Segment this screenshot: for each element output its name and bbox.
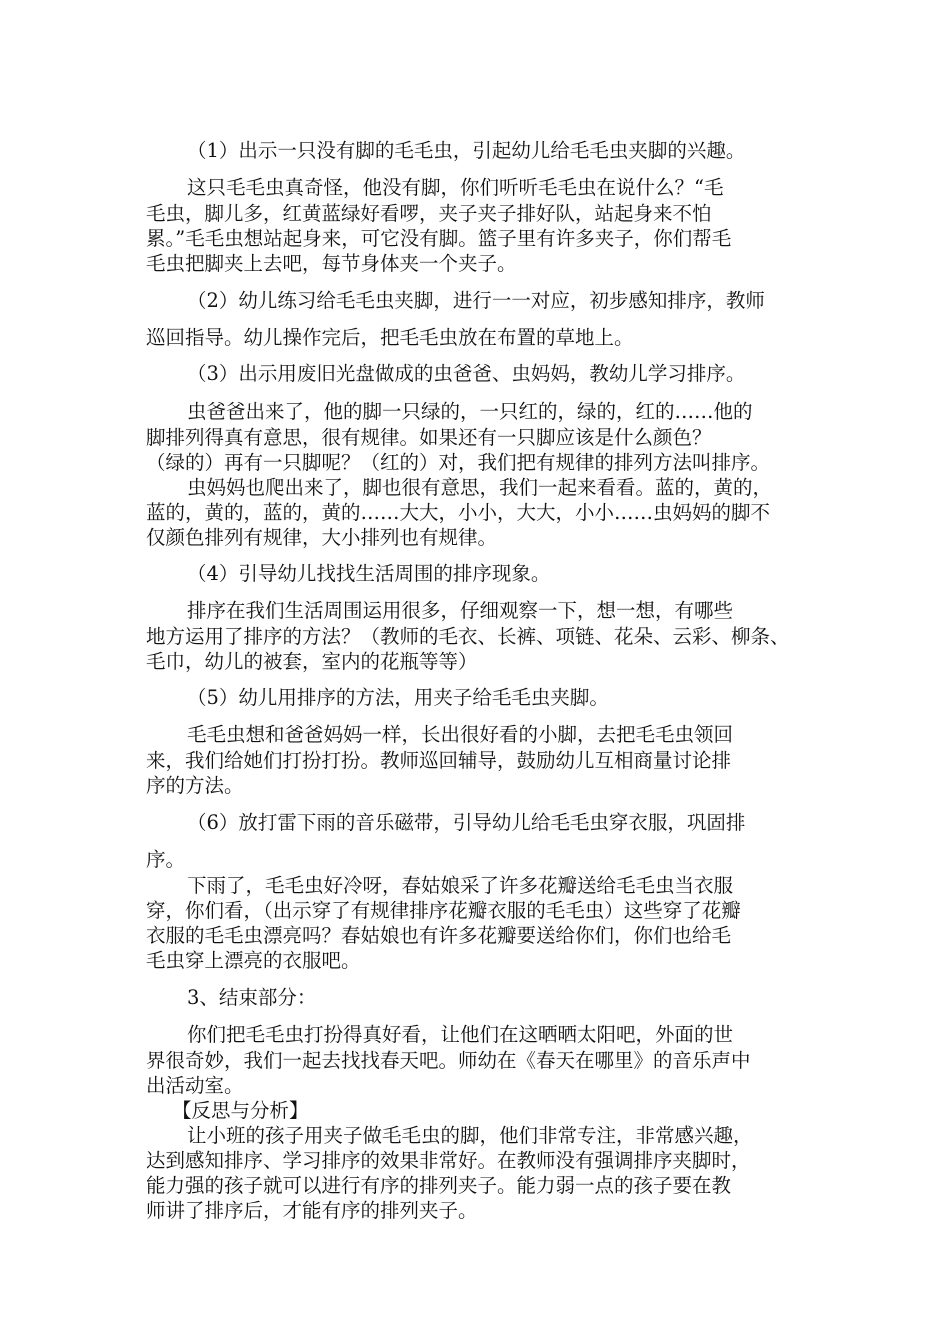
paragraph-line: 师讲了排序后，才能有序的排列夹子。: [146, 1199, 478, 1222]
paragraph-line: 脚排列得真有意思，很有规律。如果还有一只脚应该是什么颜色？: [146, 426, 712, 449]
paragraph-line: （3）出示用废旧光盘做成的虫爸爸、虫妈妈，教幼儿学习排序。: [187, 362, 746, 385]
paragraph-line: 虫妈妈也爬出来了，脚也很有意思，我们一起来看看。蓝的，黄的，: [187, 476, 773, 499]
section-heading: 3、结束部分：: [187, 986, 317, 1009]
paragraph-line: 能力强的孩子就可以进行有序的排列夹子。能力弱一点的孩子要在教: [146, 1174, 732, 1197]
paragraph-line: 仅颜色排列有规律，大小排列也有规律。: [146, 526, 498, 549]
paragraph-line: 毛虫，脚儿多，红黄蓝绿好看啰，夹子夹子排好队，站起身来不怕: [146, 202, 712, 225]
paragraph-line: 序的方法。: [146, 774, 244, 797]
paragraph-line: 下雨了，毛毛虫好冷呀，春姑娘采了许多花瓣送给毛毛虫当衣服: [187, 874, 734, 897]
paragraph-line: 毛虫把脚夹上去吧，每节身体夹一个夹子。: [146, 252, 517, 275]
paragraph-line: （1）出示一只没有脚的毛毛虫，引起幼儿给毛毛虫夹脚的兴趣。: [187, 139, 746, 162]
paragraph-line: 虫爸爸出来了，他的脚一只绿的，一只红的，绿的，红的……他的: [187, 400, 753, 423]
paragraph-line: 毛虫穿上漂亮的衣服吧。: [146, 949, 361, 972]
paragraph-line: （5）幼儿用排序的方法，用夹子给毛毛虫夹脚。: [187, 686, 609, 709]
paragraph-line: 累。”毛毛虫想站起身来，可它没有脚。篮子里有许多夹子，你们帮毛: [146, 227, 732, 250]
paragraph-line: 毛毛虫想和爸爸妈妈一样，长出很好看的小脚，去把毛毛虫领回: [187, 723, 734, 746]
paragraph-line: 序。: [146, 848, 186, 871]
paragraph-line: 排序在我们生活周围运用很多，仔细观察一下，想一想，有哪些: [187, 599, 734, 622]
paragraph-line: 你们把毛毛虫打扮得真好看，让他们在这晒晒太阳吧，外面的世: [187, 1023, 734, 1046]
paragraph-line: （6）放打雷下雨的音乐磁带，引导幼儿给毛毛虫穿衣服，巩固排: [187, 811, 746, 834]
paragraph-line: 界很奇妙，我们一起去找找春天吧。师幼在《春天在哪里》的音乐声中: [146, 1049, 751, 1072]
paragraph-line: 巡回指导。幼儿操作完后，把毛毛虫放在布置的草地上。: [146, 326, 634, 349]
paragraph-line: 这只毛毛虫真奇怪，他没有脚，你们听听毛毛虫在说什么？“毛: [187, 176, 724, 199]
paragraph-line: （绿的）再有一只脚呢？（红的）对，我们把有规律的排列方法叫排序。: [146, 451, 771, 474]
paragraph-line: 毛巾，幼儿的被套，室内的花瓶等等）: [146, 650, 478, 673]
paragraph-line: 穿，你们看，（出示穿了有规律排序花瓣衣服的毛毛虫）这些穿了花瓣: [146, 899, 741, 922]
paragraph-line: 达到感知排序、学习排序的效果非常好。在教师没有强调排序夹脚时，: [146, 1149, 751, 1172]
paragraph-line: （4）引导幼儿找找生活周围的排序现象。: [187, 562, 551, 585]
section-heading: 【反思与分析】: [172, 1099, 309, 1122]
paragraph-line: 衣服的毛毛虫漂亮吗？春姑娘也有许多花瓣要送给你们，你们也给毛: [146, 924, 732, 947]
paragraph-line: （2）幼儿练习给毛毛虫夹脚，进行一一对应，初步感知排序，教师: [187, 289, 765, 312]
paragraph-line: 来，我们给她们打扮打扮。教师巡回辅导，鼓励幼儿互相商量讨论排: [146, 749, 732, 772]
paragraph-line: 地方运用了排序的方法？（教师的毛衣、长裤、项链、花朵、云彩、柳条、: [146, 625, 790, 648]
paragraph-line: 出活动室。: [146, 1074, 244, 1097]
paragraph-line: 蓝的，黄的，蓝的，黄的……大大，小小，大大，小小……虫妈妈的脚不: [146, 501, 771, 524]
paragraph-line: 让小班的孩子用夹子做毛毛虫的脚，他们非常专注，非常感兴趣，: [187, 1124, 753, 1147]
